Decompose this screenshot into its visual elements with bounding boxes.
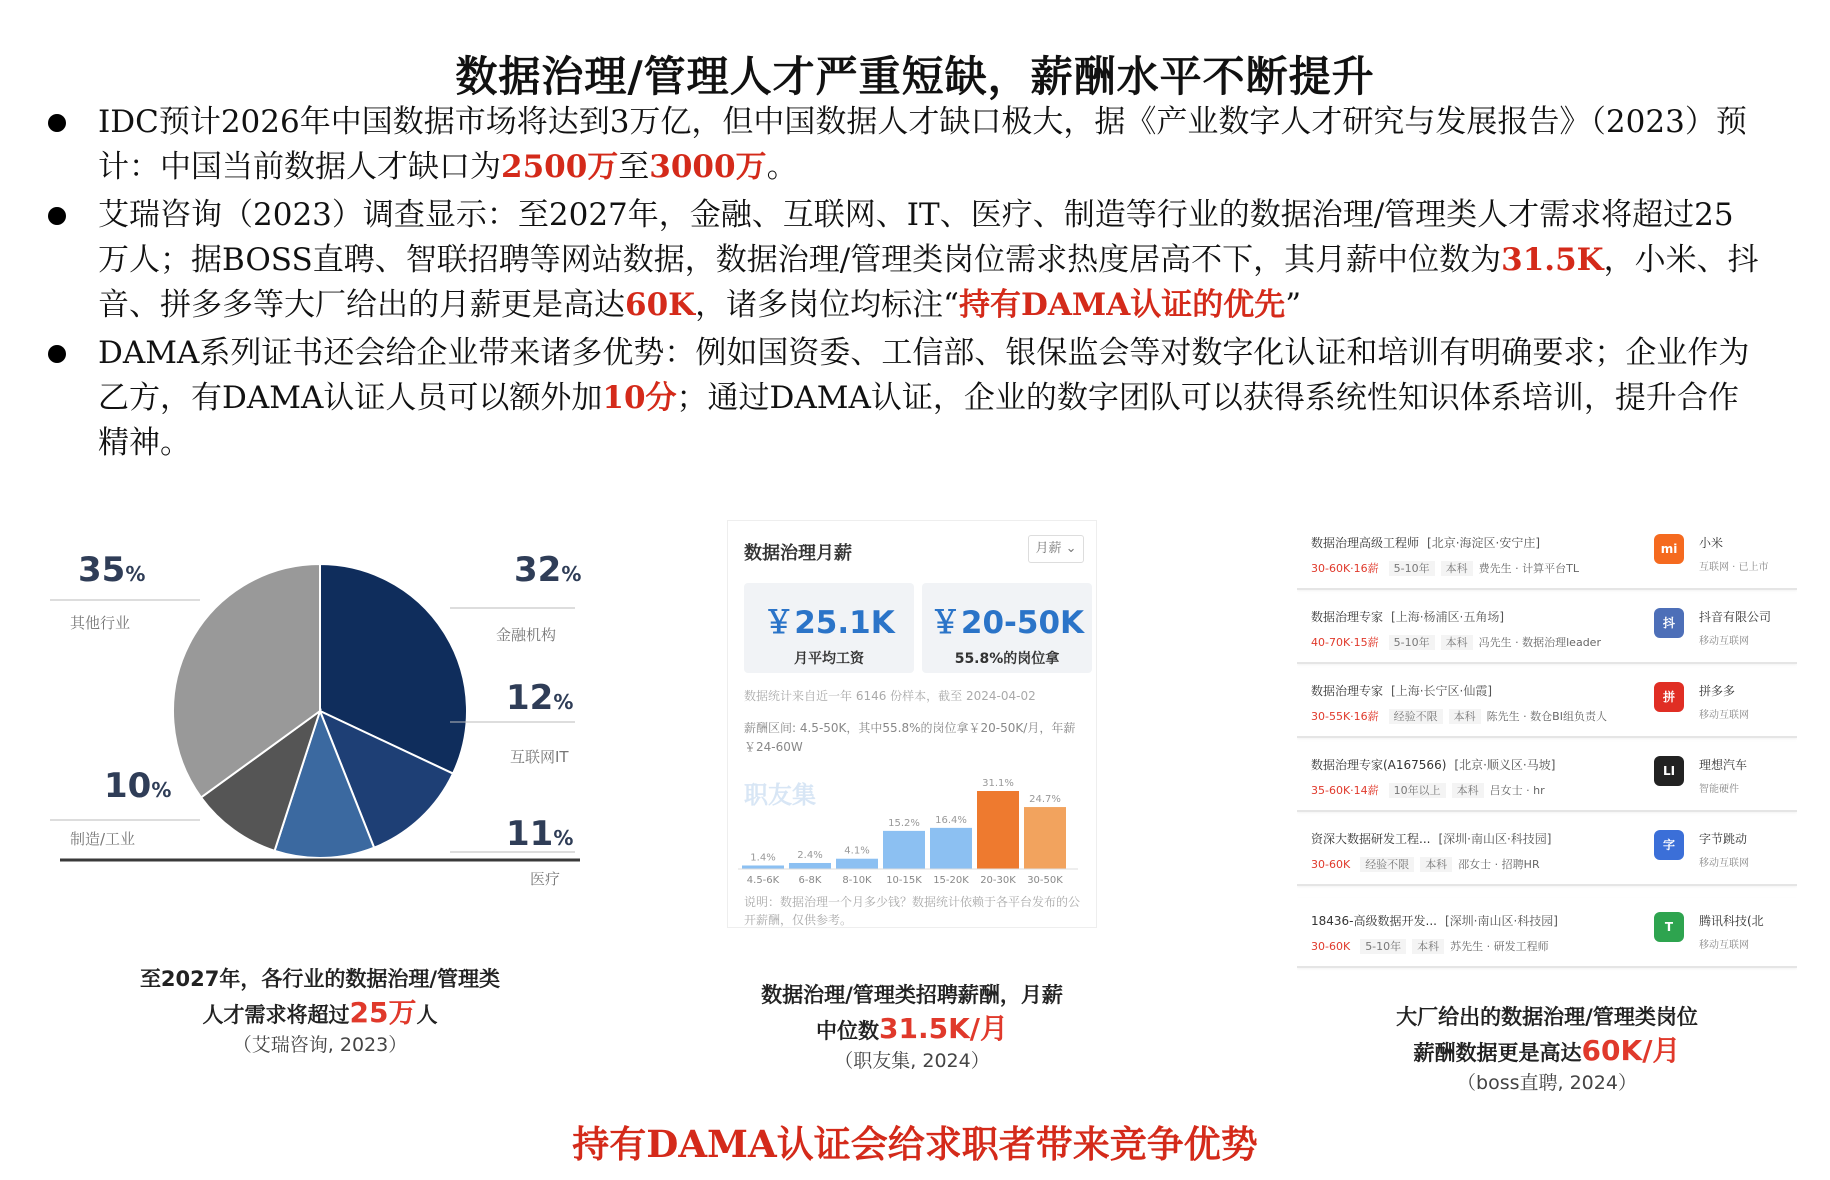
bullet-text: ；通过DAMA认证，企业的数字团队可以获得系统性知识体系培训，提升合作精神。 (98, 380, 1739, 461)
bullet-text: ，小米、抖音、拼多多等大厂给出的月薪更是高达 (98, 242, 1759, 323)
jobs-caption: 大厂给出的数据治理/管理类岗位 薪酬数据更是高达60K/月 （boss直聘, 2024） (1396, 1005, 1698, 1094)
job-list-panel (1297, 520, 1797, 972)
bar-category-label: 30-50K (1027, 875, 1063, 886)
bottom-tagline: 持有DAMA认证会给求职者带来竞争优势 (572, 1122, 1258, 1166)
salary-caption: 数据治理/管理类招聘薪酬，月薪 中位数31.5K/月 （职友集, 2024） (761, 983, 1063, 1072)
pie-pct-manufacturing: 10% (104, 766, 172, 806)
salary-bar (742, 865, 784, 869)
bar-category-label: 15-20K (933, 875, 969, 886)
salary-header: 数据治理月薪 (744, 543, 852, 564)
salary-bar (836, 859, 878, 869)
highlight-text: 持有DAMA认证的优先 (958, 287, 1286, 323)
bar-category-label: 10-15K (886, 875, 922, 886)
bullet-list (40, 100, 1760, 469)
salary-panel (727, 520, 1097, 928)
bullet-text: 。 (766, 149, 798, 185)
job-card[interactable]: 资深大数据研发工程... [深圳·南山区·科技园] 30-60K 经验不限 本科 邵女士 · 招聘HR 字 字节跳动 移动互联网 (1297, 816, 1797, 886)
bullet-text: ” (1285, 287, 1302, 323)
bar-category-label: 6-8K (798, 875, 822, 886)
bar-value-label: 4.1% (844, 845, 870, 857)
company-logo-icon: 拼 (1654, 682, 1684, 712)
pie-caption: 至2027年，各行业的数据治理/管理类 人才需求将超过25万人 （艾瑞咨询, 2023） (139, 967, 501, 1056)
bullet-text: 至 (618, 149, 650, 185)
highlight-text: 10分 (602, 380, 677, 416)
watermark: 职友集 (744, 781, 816, 809)
salary-bar (977, 791, 1019, 869)
company-logo-icon: mi (1654, 534, 1684, 564)
job-card[interactable]: 数据治理专家 [上海·长宁区·仙霞] 30-55K·16薪 经验不限 本科 陈先生 · 数仓BI组负责人 拼 拼多多 移动互联网 (1297, 668, 1797, 738)
bar-value-label: 24.7% (1029, 794, 1061, 806)
highlight-text: 2500万 (501, 149, 619, 185)
pie-pct-finance: 32% (514, 550, 582, 590)
job-card[interactable]: 数据治理高级工程师 [北京·海淀区·安宁庄] 30-60K·16薪 5-10年 本科 费先生 · 计算平台TL mi 小米 互联网 · 已上市 (1297, 520, 1797, 590)
bar-value-label: 16.4% (935, 814, 967, 826)
bullet-dot-icon (48, 114, 66, 132)
salary-bar (1024, 807, 1066, 869)
bullet-dot-icon (48, 207, 66, 225)
avg-salary-card: ￥25.1K 月平均工资 (744, 583, 914, 673)
company-logo-icon: T (1654, 912, 1684, 942)
period-select[interactable]: 月薪 ⌄ (1028, 535, 1084, 563)
salary-range-text: 薪酬区间: 4.5-50K，其中55.8%的岗位拿￥20-50K/月，年薪￥24-60W (744, 721, 1076, 754)
job-card[interactable]: 数据治理专家 [上海·杨浦区·五角场] 40-70K·15薪 5-10年 本科 冯先生 · 数据治理leader 抖 抖音有限公司 移动互联网 (1297, 594, 1797, 664)
bullet-text: IDC预计2026年中国数据市场将达到3万亿，但中国数据人才缺口极大，据《产业数字人才研究与发展报告》（2023）预计：中国当前数据人才缺口为 (98, 104, 1747, 185)
sample-note: 数据统计来自近一年 6146 份样本，截至 2024-04-02 (744, 689, 1036, 703)
job-card[interactable]: 18436-高级数据开发... [深圳·南山区·科技园] 30-60K 5-10年 本科 苏先生 · 研发工程师 T 腾讯科技(北 移动互联网 (1297, 898, 1797, 968)
highlight-text: 60K (625, 287, 696, 323)
company-logo-icon: 字 (1654, 830, 1684, 860)
bullet-dot-icon (48, 345, 66, 363)
bullet-item (40, 100, 1760, 190)
pie-cat-internet: 互联网IT (510, 748, 569, 766)
bar-value-label: 15.2% (888, 817, 920, 829)
salary-bar-chart (728, 771, 1098, 891)
range-salary-card: ￥20-50K 55.8%的岗位拿 (922, 583, 1092, 673)
highlight-text: 3000万 (649, 149, 767, 185)
job-card[interactable]: 数据治理专家(A167566) [北京·顺义区·马坡] 35-60K·14薪 10年以上 本科 吕女士 · hr LI 理想汽车 智能硬件 (1297, 742, 1797, 812)
bullet-text: ，诸多岗位均标注“ (695, 287, 959, 323)
pie-pct-other: 35% (78, 550, 146, 590)
bar-value-label: 2.4% (797, 849, 823, 861)
pie-cat-manufacturing: 制造/工业 (70, 830, 136, 848)
pie-cat-other: 其他行业 (70, 614, 131, 632)
highlight-text: 31.5K (1501, 242, 1604, 278)
page-title: 数据治理/管理人才严重短缺，薪酬水平不断提升 (455, 52, 1375, 101)
bar-category-label: 20-30K (980, 875, 1016, 886)
bar-category-label: 8-10K (842, 875, 872, 886)
pie-pct-internet: 12% (506, 678, 574, 718)
pie-pct-medical: 11% (506, 814, 574, 854)
salary-bar (789, 863, 831, 869)
bar-value-label: 31.1% (982, 778, 1014, 789)
bullet-text: DAMA系列证书还会给企业带来诸多优势：例如国资委、工信部、银保监会等对数字化认证和培训有明确要求；企业作为乙方，有DAMA认证人员可以额外加 (98, 335, 1750, 416)
bullet-item (40, 193, 1760, 328)
salary-bar (930, 828, 972, 869)
industry-pie-panel (40, 528, 600, 908)
bar-value-label: 1.4% (750, 852, 776, 864)
bar-category-label: 4.5-6K (746, 875, 780, 886)
bullet-item (40, 331, 1760, 466)
salary-desc: 说明：数据治理一个月多少钱？数据统计依赖于各平台发布的公开薪酬，仅供参考。 (744, 895, 1081, 927)
bullet-text: 艾瑞咨询（2023）调查显示：至2027年，金融、互联网、IT、医疗、制造等行业的数据治理/管理类人才需求将超过25万人；据BOSS直聘、智联招聘等网站数据，数据治理/管理类岗位需求热度居高不下，其月薪中位数为 (98, 197, 1734, 278)
company-logo-icon: 抖 (1654, 608, 1684, 638)
company-logo-icon: LI (1654, 756, 1684, 786)
salary-bar (883, 831, 925, 869)
pie-cat-medical: 医疗 (530, 870, 561, 888)
pie-cat-finance: 金融机构 (496, 626, 557, 644)
